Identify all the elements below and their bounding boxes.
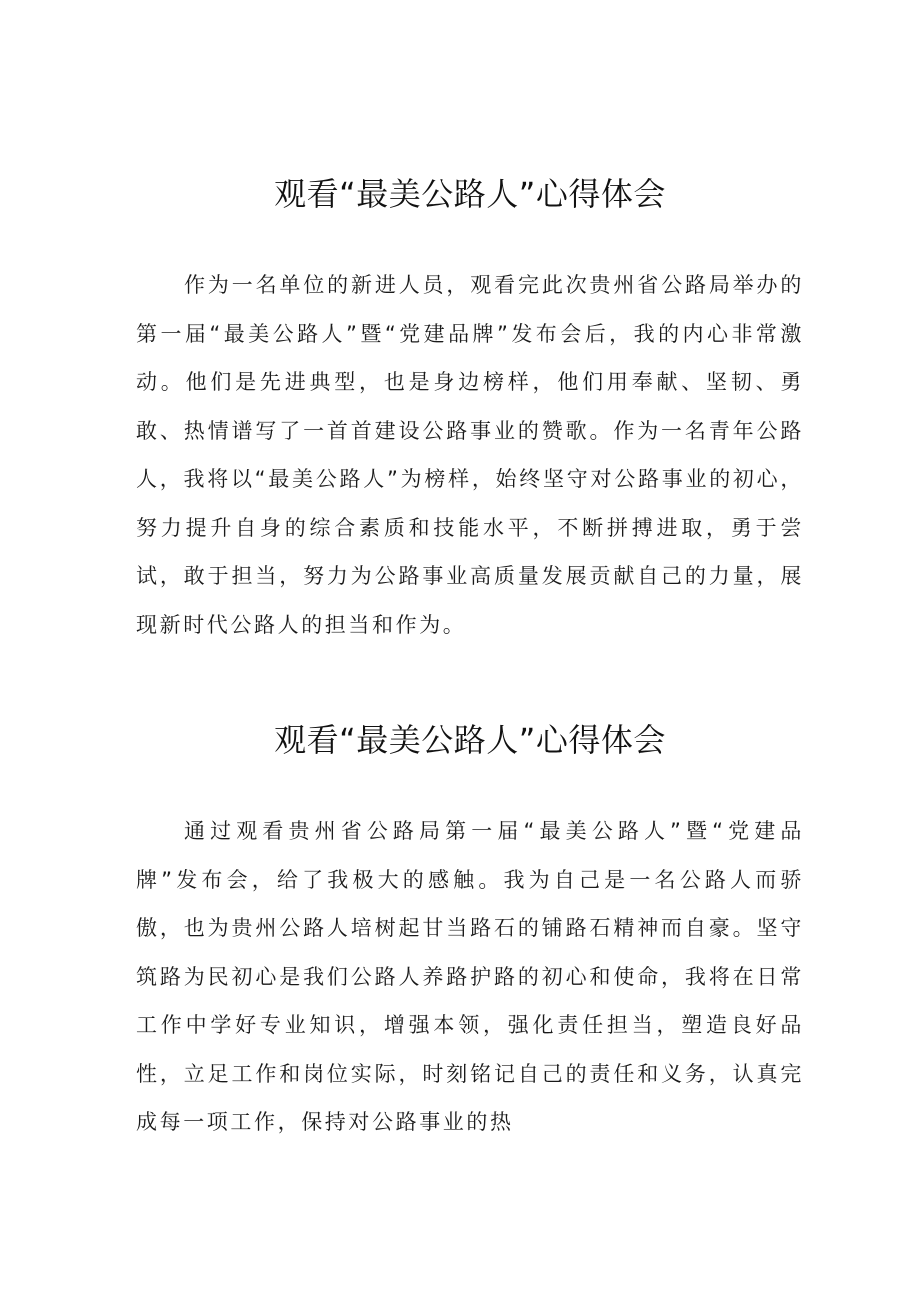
article-2-body: 通过观看贵州省公路局第一届“最美公路人”暨“党建品牌”发布会，给了我极大的感触。我为自己是一名公路人而骄傲，也为贵州公路人培树起甘当路石的铺路石精神而自豪。坚守筑路为民初心是我们公路人养路护路的初心和使命，我将在日常工作中学好专业知识，增强本领，强化责任担当，塑造良好品性，立足工作和岗位实际，时刻铭记自己的责任和义务，认真完成每一项工作，保持对公路事业的热 — [136, 819, 804, 1134]
article-1-body: 作为一名单位的新进人员，观看完此次贵州省公路局举办的第一届“最美公路人”暨“党建品牌”发布会后，我的内心非常激动。他们是先进典型，也是身边榜样，他们用奉献、坚韧、勇敢、热情谱写了一首首建设公路事业的赞歌。作为一名青年公路人，我将以“最美公路人”为榜样，始终坚守对公路事业的初心，努力提升自身的综合素质和技能水平，不断拼搏进取，勇于尝试，敢于担当，努力为公路事业高质量发展贡献自己的力量，展现新时代公路人的担当和作为。 — [136, 273, 804, 637]
article-1 — [136, 168, 804, 649]
article-2-title: 观看“最美公路人”心得体会 — [274, 721, 666, 759]
article-2 — [136, 714, 804, 1147]
article-1-title: 观看“最美公路人”心得体会 — [274, 175, 666, 213]
